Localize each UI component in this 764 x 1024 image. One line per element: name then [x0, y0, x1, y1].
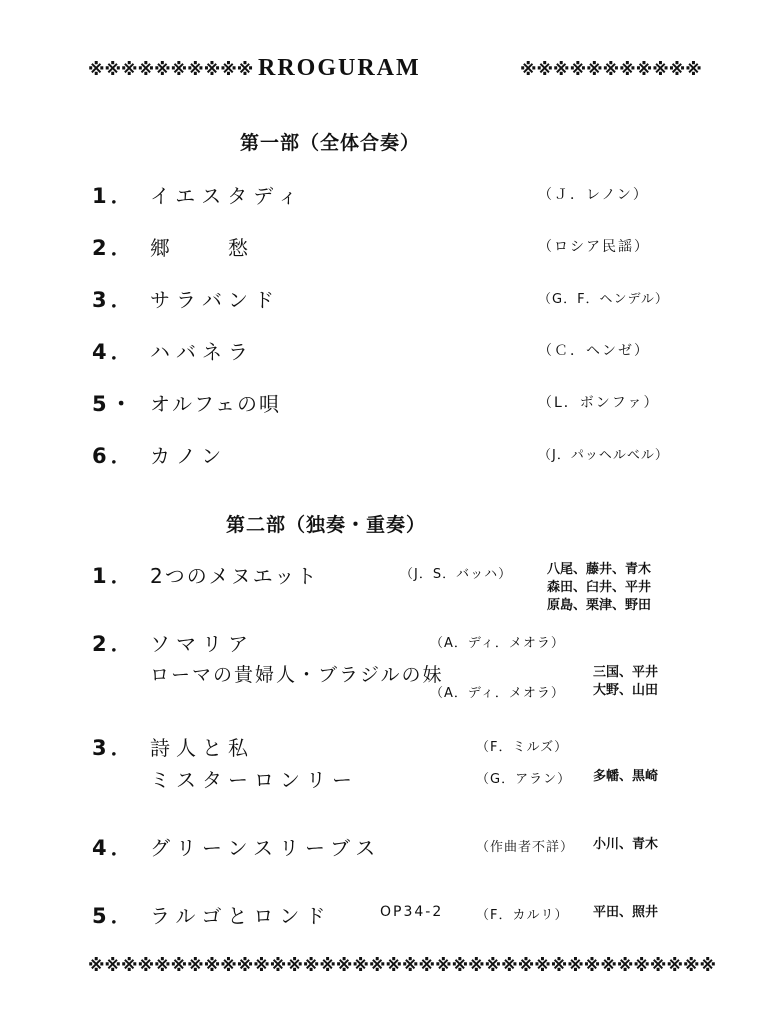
part2-item5-opus: OP34-2: [380, 904, 444, 920]
part2-item2-composer: （A．ディ．メオラ）: [430, 636, 565, 651]
part2-item4-title: グリーンスリーブス: [150, 836, 382, 860]
page-title: RROGURAM: [258, 55, 421, 81]
part1-item2-num: 2．: [92, 236, 136, 260]
part2-item4-performers: 小川、青木: [593, 837, 659, 852]
part1-item4-composer: （Ｃ．ヘンゼ）: [538, 343, 650, 359]
part1-item5-composer: （L．ボンファ）: [538, 395, 660, 411]
part2-item3-num: 3．: [92, 736, 136, 760]
part1-item2-composer: （ロシア民謡）: [538, 239, 650, 255]
part2-heading: 第二部（独奏・重奏）: [226, 514, 427, 536]
part2-item2-title: ソマリア: [150, 632, 254, 656]
part2-item2-title2: ローマの貴婦人・ブラジルの妹: [150, 664, 444, 686]
part1-item5-title: オルフェの唄: [150, 392, 281, 416]
part1-item3-num: 3．: [92, 288, 136, 312]
part2-item4-composer: （作曲者不詳）: [476, 840, 575, 855]
part2-item5-composer: （F．カルリ）: [476, 908, 569, 923]
header-left-border: ※※※※※※※※※※: [88, 60, 254, 80]
part2-item2-performers-1: 三国、平井: [593, 665, 659, 680]
part2-item1-title: 2つのメヌエット: [150, 564, 319, 588]
part1-item6-composer: （J．パッヘルベル）: [538, 448, 669, 463]
part2-item2-performers-2: 大野、山田: [593, 683, 659, 698]
part2-item2-num: 2．: [92, 632, 136, 656]
part2-item1-performers-2: 森田、臼井、平井: [547, 580, 652, 595]
part1-item3-composer: （G．F．ヘンデル）: [538, 292, 669, 307]
part2-item1-composer: （J．S．バッハ）: [400, 567, 513, 582]
part1-item6-title: カノン: [150, 444, 228, 468]
part2-item3-composer: （F．ミルズ）: [476, 740, 569, 755]
part1-heading: 第一部（全体合奏）: [240, 132, 421, 154]
part2-item5-title: ラルゴとロンド: [150, 904, 332, 928]
header-right-border: ※※※※※※※※※※※: [520, 60, 702, 80]
part1-item2-title: 郷 愁: [150, 236, 254, 260]
part2-item1-num: 1．: [92, 564, 136, 588]
part1-item1-num: 1．: [92, 184, 136, 208]
part1-item4-title: ハバネラ: [150, 340, 254, 364]
part2-item1-performers-1: 八尾、藤井、青木: [547, 562, 652, 577]
part1-item5-num: 5・: [92, 392, 136, 416]
part1-item6-num: 6．: [92, 444, 136, 468]
part2-item2-composer2: （A．ディ．メオラ）: [430, 686, 565, 701]
part2-item3-performers: 多幡、黒崎: [593, 769, 659, 784]
footer-border: ※※※※※※※※※※※※※※※※※※※※※※※※※※※※※※※※※※※※※※: [88, 956, 717, 976]
part2-item3-title2: ミスターロンリー: [150, 768, 358, 792]
part2-item4-num: 4．: [92, 836, 136, 860]
part1-item1-title: イエスタディ: [150, 184, 304, 208]
part2-item5-num: 5．: [92, 904, 136, 928]
part1-item4-num: 4．: [92, 340, 136, 364]
part1-item1-composer: （Ｊ．レノン）: [538, 187, 649, 203]
part1-item3-title: サラバンド: [150, 288, 280, 312]
part2-item3-composer2: （G．アラン）: [476, 772, 572, 787]
part2-item1-performers-3: 原島、栗津、野田: [547, 598, 652, 613]
part2-item3-title: 詩人と私: [150, 736, 254, 760]
part2-item5-performers: 平田、照井: [593, 905, 659, 920]
